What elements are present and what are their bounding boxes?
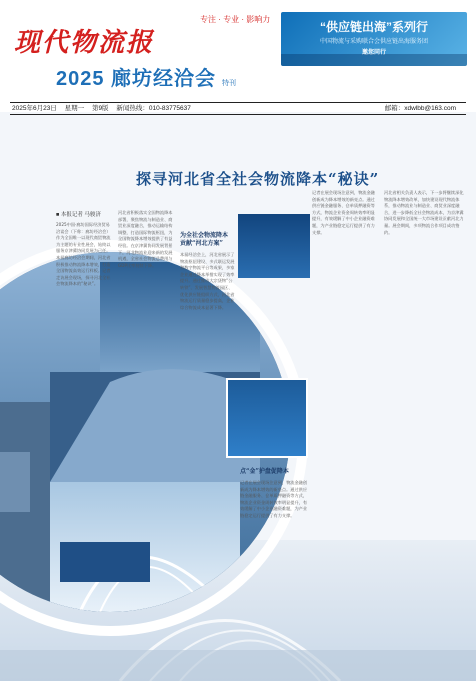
article-title: 探寻河北省全社会物流降本“秘诀” (136, 170, 380, 188)
banner-strip (281, 54, 467, 66)
issue-date: 2025年6月23日 (12, 105, 57, 112)
article-col-6: 记者在展会现场注意到，物流金融创新成为降本增效的新亮点。通过供应链金融服务、仓单质押融资等方式，物流企业资金周转效率明显提升，有效缓解了中小企业融资难题，为产业链稳定运行提供了有力支撑。 (240, 480, 308, 518)
banner-title: “供应链出海”系列行 (319, 20, 428, 34)
issue-page: 第9版 (91, 105, 109, 112)
banner-invite: 邀您同行 (361, 50, 386, 56)
article-col-2: 河北省积极落实全国物流降本部署，聚焦物流与制造业、商贸业深度融合，推动运输结构调整，打造国际物流枢纽，为全国物流降本增效提供了有益经验。在京津冀协同发展背景下，河北物流业迎来新的发展机遇，全省社会物流总费用与GDP比率持续下降。 (118, 210, 173, 268)
slogan: 专注 · 专业 · 影响力 (200, 15, 271, 24)
byline: ■ 本报记者 马骏济 (56, 212, 101, 218)
article-col-1: 2025中国·廊坊国际经济贸易洽谈会（下称：廊坊经洽会）作为全国唯一以现代商贸物流为主题的专业性展会，始终以服务京津冀协同发展为己任。本届廊坊经洽会期间，河北省积极推动物流降本增效，打造全国物流高效运行样板。记者走访展会现场，探寻河北全社会物流降本的“秘诀”。 (56, 222, 111, 287)
article-col-5: 河北省相关负责人表示，下一步将继续深化物流降本增效改革，加快建设现代物流体系，推动物流业与制造业、商贸业深度融合，进一步降低全社会物流成本，为京津冀协同发展和全国统一大市场建设贡献河北力量。展会期间，多项物流合作项目成功签约。 (384, 190, 464, 235)
special-issue-title: 2025 廊坊经洽会 (56, 68, 217, 90)
signing-ceremony-photo (226, 378, 308, 458)
news-hotline: 新闻热线：010-83775637 (116, 105, 191, 112)
subhead-finance: 点“金”护盘促降本 (240, 468, 289, 475)
article-col-4: 记者在展会现场注意到，物流金融创新成为降本增效的新亮点。通过供应链金融服务、仓单质押融资等方式，物流企业资金周转效率明显提升，有效缓解了中小企业融资难题，为产业链稳定运行提供了有力支撑。 (312, 190, 375, 235)
expo-hall-photo (238, 214, 310, 278)
subhead-hebei-plan: 为全社会物流降本贡献“河北方案” (180, 232, 229, 247)
article-col-3: 本届经洽会上，河北省展示了物流枢纽建设、多式联运发展和数字物流平台等成果，多家企业通过降本举措实现了效率提升。通过推动大宗货物“公转铁”、发展智慧物流园区、优化供应链组织方式，河北省物流运行质量稳步提高，企业综合物流成本显著下降。 (180, 252, 235, 310)
special-issue-tag: 特刊 (222, 80, 236, 87)
promo-banner[interactable] (281, 12, 467, 66)
masthead (0, 0, 476, 112)
issue-weekday: 星期一 (64, 105, 85, 112)
issue-info-bar (10, 102, 466, 115)
banner-subtitle: 中国物流与采购联合会供应链出海服务团 (319, 39, 428, 45)
contact-email: 邮箱：xdwlbb@163.com (384, 105, 456, 112)
newspaper-logo: 现代物流报 (14, 28, 155, 58)
